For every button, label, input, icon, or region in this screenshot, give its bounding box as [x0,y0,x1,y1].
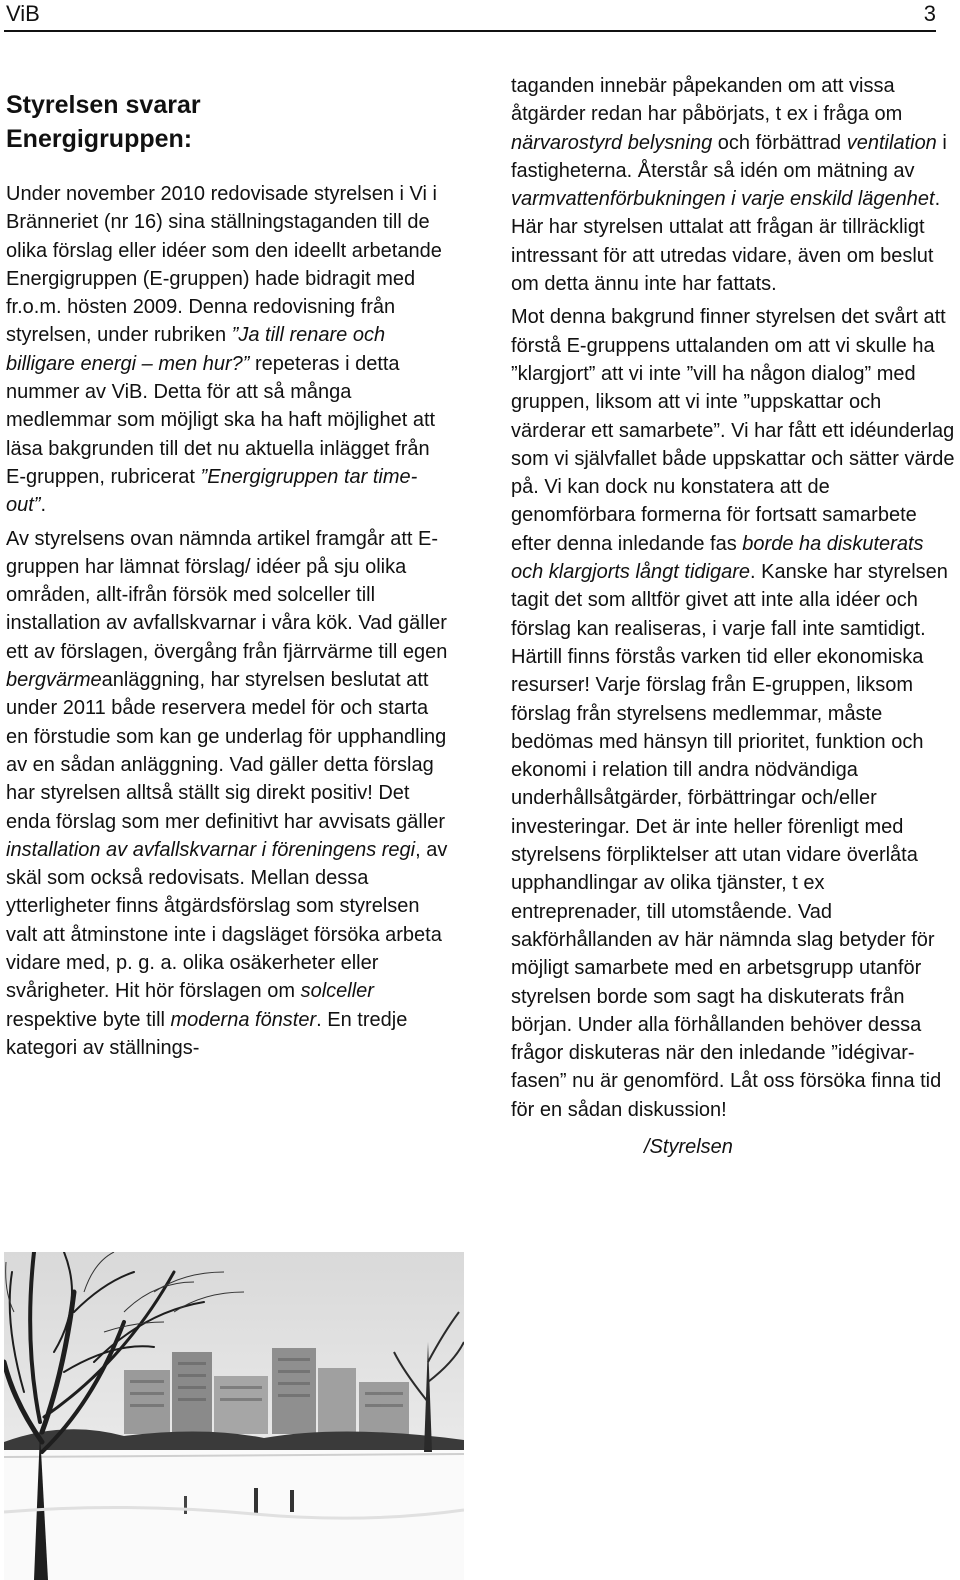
italic-text-run: närvarostyrd belysning [511,131,713,154]
text-run: i fastigheterna. Återstår så idén om mätning av [511,131,947,182]
article-headline [6,88,451,156]
italic-text-run: borde ha diskuterats och klargjorts långt tidigare [511,532,924,584]
text-run: . [40,494,47,517]
page-number: 3 [923,1,936,26]
text-run: , av skäl som också redovisats. Mellan dessa ytterligheter finns åtgärdsförslag som styrelsen valt att åtminstone inte i dagsläget försöka arbeta vidare med, p. g. a. olika osäkerheter eller svårigheter. Hit hör förslagen om [6,838,448,1003]
italic-text-run: solceller [300,980,374,1003]
right-column [511,72,956,1161]
headline-line-2: Energigruppen: [6,125,193,153]
winter-lake-photo [4,1252,464,1580]
text-run: . Kanske har styrelsen tagit det som alltför givet att inte alla idéer och förslag kan realiseras, i varje fall inte samtidigt. Härtill finns förstås varken tid eller ekonomiska resurser! Varje förslag från E-gruppen, liksom förslag från styrelsens medlemmar, måste bedömas med hänsyn till prioritet, funktion och ekonomi i relation till andra nödvändiga underhållsåtgärder, förbättringar och/eller investeringar. Det är inte heller förenligt med styrelsens förpliktelser att utan vidare överlåta upphandlingar av olika tjänster, t ex entreprenader, till utomstående. Vad sakförhållanden av här nämnda slag betyder för möjligt samarbete med en arbetsgrupp utanför styrelsen borde som sagt ha diskuterats från början. Under alla förhållanden behöver dessa frågor diskuteras när den inledande ”idégivar-fasen” nu är genomförd. Låt oss försöka finna tid för en sådan diskussion! [511,561,948,1121]
italic-text-run: varmvattenförbukningen i varje enskild lägenhet [511,188,935,211]
italic-text-run: moderna fönster [170,1008,317,1031]
text-run: taganden innebär påpekanden om att vissa åtgärder redan har påbörjats, t ex i fråga om [511,75,903,126]
text-run: repeteras i detta nummer av ViB. Detta för att så många medlemmar som möjligt ska ha haft möjlighet att läsa bakgrunden till det nu aktuella inlägget från E-gruppen, rubricerat [6,352,436,488]
italic-text-run: bergvärme [6,669,102,692]
left-column [6,88,451,1070]
right-paragraph-1 [511,72,956,298]
text-run: . Här har styrelsen uttalat att frågan är tillräckligt intressant för att utredas vidare, även om beslut om detta ännu inte har fattats. [511,188,941,296]
text-run: Under november 2010 redovisade styrelsen i Vi i Bränneriet (nr 16) sina ställningstaganden till de olika förslag eller idéer som den ideellt arbetande Energigruppen (E-gruppen) hade bidragit med fr.o.m. hösten 2009. Denna redovisning från styrelsen, under rubriken [6,183,442,347]
italic-text-run: ”Ja till renare och billigare energi – men hur?” [6,324,386,375]
italic-text-run: ”Energigruppen tar time-out” [6,465,418,517]
text-run: . En tredje kategori av ställnings- [6,1008,408,1059]
right-paragraph-2 [511,303,956,1124]
italic-text-run: installation av avfallskvarnar i föreningens regi [6,838,416,861]
text-run: anläggning, har styrelsen beslutat att under 2011 både reservera medel för och starta en förstudie som kan ge underlag för upphandling av en sådan anläggning. Vad gäller detta förslag har styrelsen alltså ställt sig direkt positiv! Det enda förslag som mer definitivt har avvisats gäller [6,669,447,833]
italic-text-run: ventilation [846,131,937,154]
page-header [4,0,936,32]
publication-name: ViB [6,1,40,26]
text-run: Av styrelsens ovan nämnda artikel framgår att E-gruppen har lämnat förslag/ idéer på sju olika områden, allt-ifrån försök med solceller till installation av avfallskvarnar i våra kök. Vad gäller ett av förslagen, övergång från fjärrvärme till egen [6,527,448,663]
left-paragraph-1 [6,180,451,520]
headline-line-1: Styrelsen svarar [6,91,201,119]
text-run: respektive byte till [6,1008,171,1031]
text-run: och förbättrad [712,131,847,154]
signature: /Styrelsen [644,1135,733,1158]
left-paragraph-2 [6,525,451,1063]
text-run: Mot denna bakgrund finner styrelsen det svårt att förstå E-gruppens uttalanden om att vi skulle ha ”klargjort” att vi inte ”vill ha någon dialog” med gruppen, liksom att vi inte ”uppskattar och värderar ett samarbete”. Vi har fått ett idéunderlag som vi självfallet både uppskattar och sätter värde på. Vi kan dock nu konstatera att de genomförbara formerna för fortsatt samarbete efter denna inledande fas [511,306,955,555]
